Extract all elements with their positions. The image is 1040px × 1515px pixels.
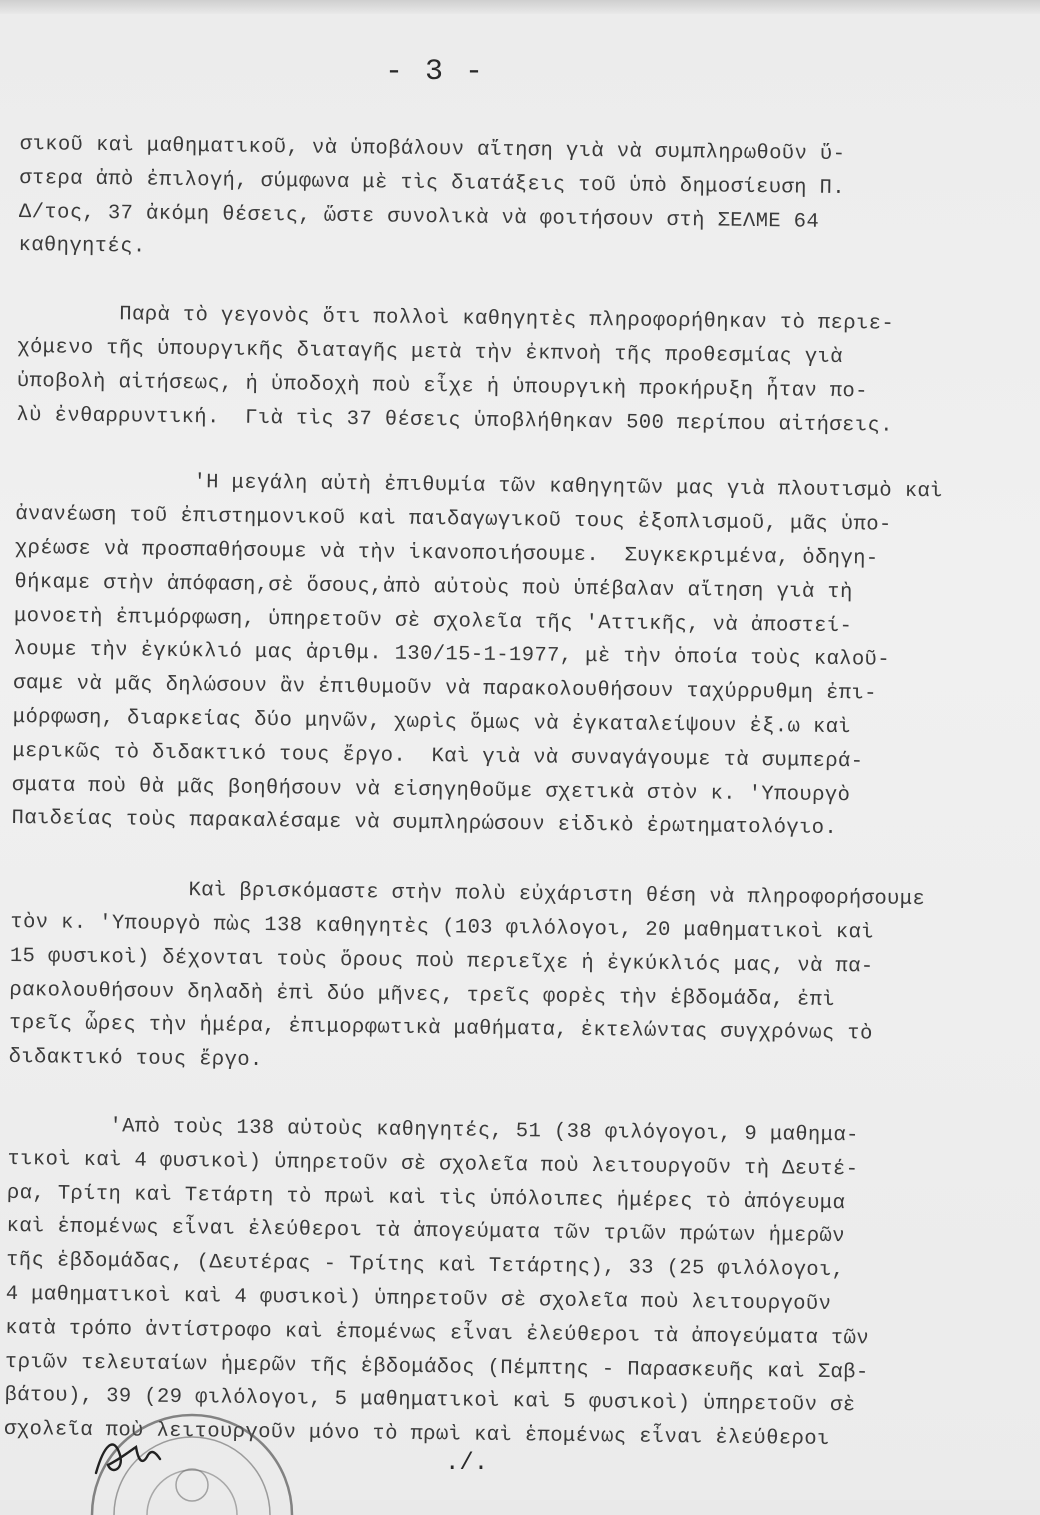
text-line: τριῶν τελευταίων ἡμερῶν τῆς ἑβδομάδος (Πέμπτης - Παρασκευῆς καὶ Σαβ-: [4, 1350, 869, 1384]
text-line: τῆς ἑβδομάδας, (Δευτέρας - Τρίτης καὶ Τετάρτης), 33 (25 φιλόλογοι,: [6, 1249, 845, 1283]
text-line: 'Η μεγάλη αὐτὴ ἐπιθυμία τῶν καθηγητῶν μας γιὰ πλουτισμὸ καὶ: [15, 469, 944, 504]
text-line: σικοῦ καὶ μαθηματικοῦ, νὰ ὑποβάλουν αἴτηση γιὰ νὰ συμπληρωθοῦν ὕ-: [19, 132, 846, 167]
text-line: καθηγητές.: [18, 234, 146, 259]
text-line: 15 φυσικοὶ) δέχονται τοὺς ὅρους ποὺ περιεῖχε ἡ ἐγκύκλιός μας, νὰ πα-: [9, 944, 874, 979]
paragraph-1: [18, 128, 1010, 275]
text-line: σαμε νὰ μᾶς δηλώσουν ἂν ἐπιθυμοῦν νὰ παρακολουθήσουν ταχύρρυθμη ἐπι-: [13, 672, 878, 706]
page-number: - 3 -: [385, 55, 486, 89]
text-line: ὑποβολὴ αἰτήσεως, ἡ ὑποδοχὴ ποὺ εἶχε ἡ ὑπουργικὴ προκήρυξη ἦταν πο-: [16, 369, 869, 404]
text-line: ρα, Τρίτη καὶ Τετάρτη τὸ πρωὶ καὶ τὶς ὑπόλοιπες ἡμέρες τὸ ἀπόγευμα: [6, 1181, 846, 1215]
text-line: λουμε τὴν ἐγκύκλιό μας ἀριθμ. 130/15-1-1977, μὲ τὴν ὁποία τοὺς καλοῦ-: [13, 638, 891, 673]
text-line: λὺ ἐνθαρρυντική. Γιὰ τὶς 37 θέσεις ὑποβλήθηκαν 500 περίπου αἰτήσεις.: [16, 403, 894, 438]
text-line: τρεῖς ὧρες τὴν ἡμέρα, ἐπιμορφωτικὰ μαθήματα, ἐκτελώντας συγχρόνως τὸ: [8, 1012, 873, 1046]
text-line: 4 μαθηματικοὶ καὶ 4 φυσικοὶ) ὑπηρετοῦν σὲ σχολεῖα ποὺ λειτουργοῦν: [5, 1282, 832, 1316]
text-line: Παιδείας τοὺς παρακαλέσαμε νὰ συμπληρώσουν εἰδικὸ ἐρωτηματολόγιο.: [11, 807, 838, 841]
text-line: τὸν κ. 'Υπουργὸ πὼς 138 καθηγητὲς (103 φιλόλογοι, 20 μαθηματικοὶ καὶ: [10, 910, 875, 945]
body-text: [4, 128, 1010, 1459]
continuation-mark: ./.: [445, 1450, 489, 1477]
text-line: χρέωσε νὰ προσπαθήσουμε νὰ τὴν ἱκανοποιήσουμε. Συγκεκριμένα, ὁδηγη-: [14, 536, 879, 571]
text-line: μερικῶς τὸ διδακτικό τους ἔργο. Καὶ γιὰ νὰ συναγάγουμε τὰ συμπερά-: [12, 739, 864, 774]
paragraph-2: [16, 297, 1008, 444]
paragraph-4: [8, 872, 1000, 1087]
text-line: Δ/τος, 37 ἀκόμη θέσεις, ὥστε συνολικὰ νὰ φοιτήσουν στὴ ΣΕΛΜΕ 64: [18, 200, 820, 234]
text-line: μονοετὴ ἐπιμόρφωση, ὑπηρετοῦν σὲ σχολεῖα τῆς 'Αττικῆς, νὰ ἀποστεί-: [13, 604, 853, 638]
text-line: τικοὶ καὶ 4 φυσικοὶ) ὑπηρετοῦν σὲ σχολεῖα ποὺ λειτουργοῦν τὴ Δευτέ-: [7, 1147, 859, 1182]
text-line: σματα ποὺ θὰ μᾶς βοηθήσουν νὰ εἰσηγηθοῦμε σχετικὰ στὸν κ. 'Υπουργὸ: [11, 773, 851, 807]
text-line: στερα ἀπὸ ἐπιλογή, σύμφωνα μὲ τὶς διατάξεις τοῦ ὑπὸ δημοσίευση Π.: [19, 166, 846, 200]
signature: [90, 1425, 180, 1485]
text-line: διδακτικό τους ἔργο.: [8, 1046, 263, 1073]
text-line: Παρὰ τὸ γεγονὸς ὅτι πολλοὶ καθηγητὲς πληροφορήθηκαν τὸ περιε-: [17, 302, 895, 336]
text-line: μόρφωση, διαρκείας δύο μηνῶν, χωρὶς ὅμως νὰ ἐγκαταλείψουν ἐξ.ω καὶ: [12, 705, 852, 740]
text-line: 'Απὸ τοὺς 138 αὐτοὺς καθηγητές, 51 (38 φιλόγογοι, 9 μαθημα-: [7, 1113, 859, 1148]
text-line: Καὶ βρισκόμαστε στὴν πολὺ εὐχάριστη θέση νὰ πληροφορήσουμε: [10, 877, 926, 912]
paragraph-3: [11, 464, 1005, 848]
text-line: κατὰ τρόπο ἀντίστροφο καὶ ἑπομένως εἶναι ἐλεύθεροι τὰ ἀπογεύματα τῶν: [5, 1316, 870, 1351]
scan-edge: [0, 0, 1040, 14]
text-line: θήκαμε στὴν ἀπόφαση,σὲ ὅσους,ἀπὸ αὐτοὺς ποὺ ὑπέβαλαν αἴτηση γιὰ τὴ: [14, 570, 853, 604]
text-line: σχολεῖα ποὺ λειτουργοῦν μόνο τὸ πρωὶ καὶ ἑπομένως εἶναι ἐλεύθεροι: [3, 1417, 830, 1452]
text-line: ἀνανέωση τοῦ ἐπιστημονικοῦ καὶ παιδαγωγικοῦ τους ἐξοπλισμοῦ, μᾶς ὑπο-: [15, 503, 892, 537]
text-line: βάτου), 39 (29 φιλόλογοι, 5 μαθηματικοὶ καὶ 5 φυσικοὶ) ὑπηρετοῦν σὲ: [4, 1384, 856, 1418]
text-line: ρακολουθήσουν δηλαδὴ ἐπὶ δύο μῆνες, τρεῖς φορὲς τὴν ἑβδομάδα, ἐπὶ: [9, 978, 836, 1012]
text-line: χόμενο τῆς ὑπουργικῆς διαταγῆς μετὰ τὴν ἐκπνοὴ τῆς προθεσμίας γιὰ: [17, 335, 844, 370]
text-line: καὶ ἑπομένως εἶναι ἐλεύθεροι τὰ ἀπογεύματα τῶν τριῶν πρώτων ἡμερῶν: [6, 1215, 845, 1249]
